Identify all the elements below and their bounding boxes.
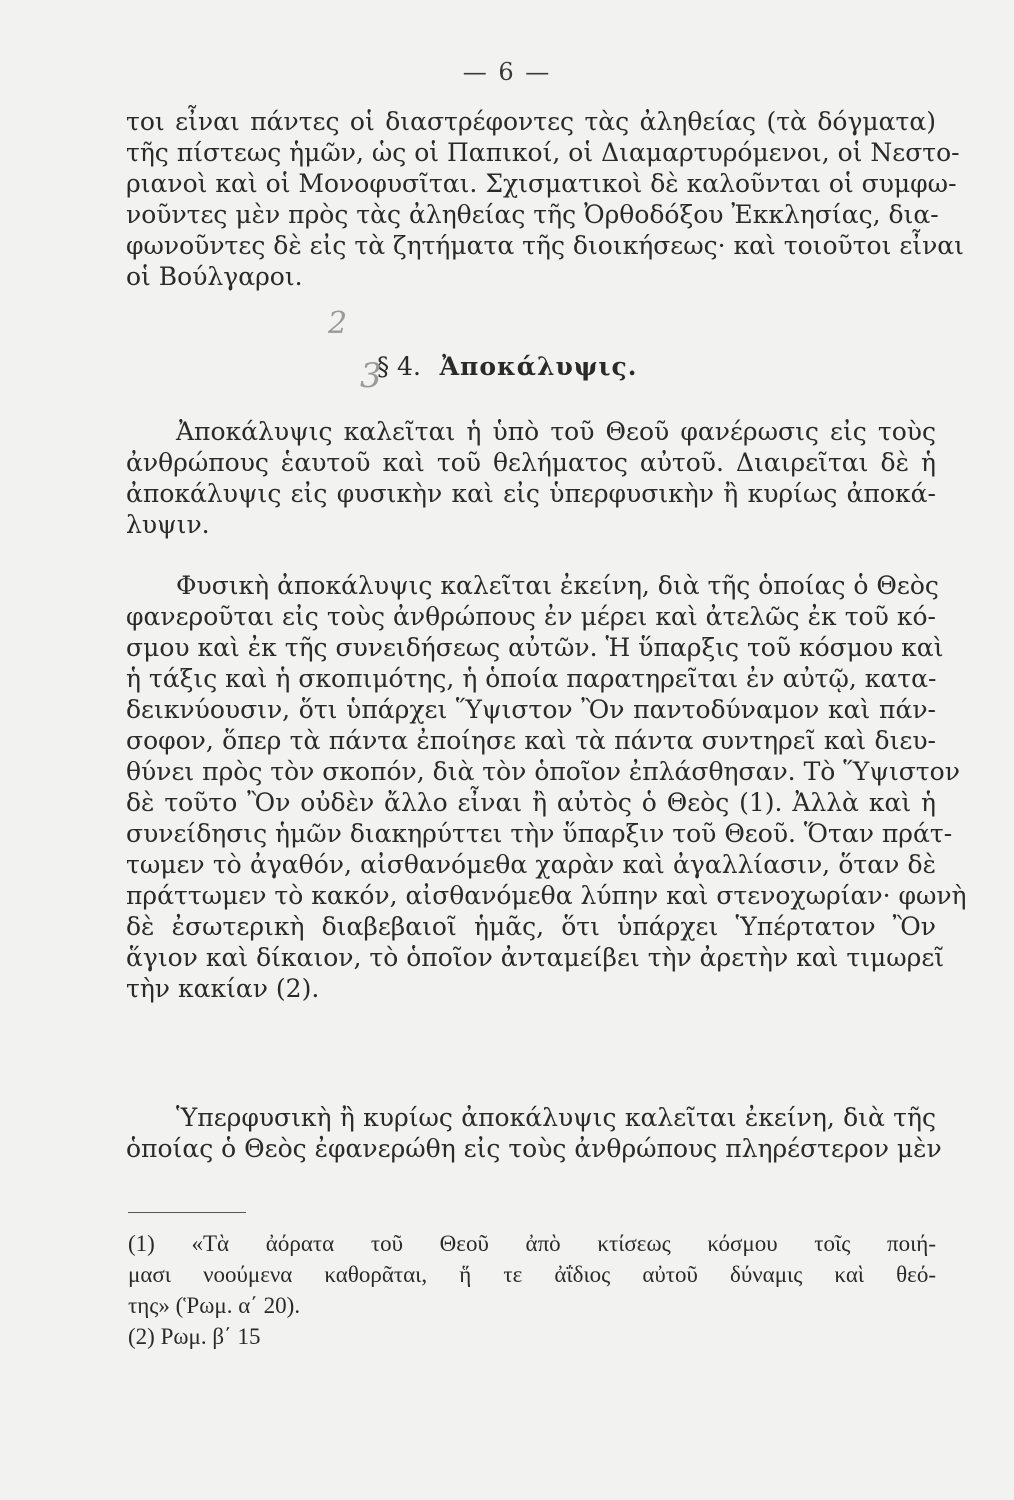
text-line: Φυσικὴ ἀποκάλυψις καλεῖται ἐκείνη, διὰ τῆς ὁποίας ὁ Θεὸς [176, 571, 939, 600]
text-line: λυψιν. [126, 510, 210, 539]
text-line: οἱ Βούλγαροι. [126, 262, 303, 291]
text-line: φανεροῦται εἰς τοὺς ἀνθρώπους ἐν μέρει καὶ ἀτελῶς ἐκ τοῦ κό- [126, 602, 936, 631]
text-line: φωνοῦντες δὲ εἰς τὰ ζητήματα τῆς διοικήσεως· καὶ τοιοῦτοι εἶναι [126, 231, 964, 260]
paragraph-natural [126, 570, 967, 1004]
text-line: τωμεν τὸ ἀγαθόν, αἰσθανόμεθα χαρὰν καὶ ἀγαλλίασιν, ὅταν δὲ [126, 850, 936, 879]
text-line: θύνει πρὸς τὸν σκοπόν, διὰ τὸν ὁποῖον ἐπλάσθησαν. Τὸ Ὕψιστον [126, 757, 960, 786]
text-line: τῆς πίστεως ἡμῶν, ὡς οἱ Παπικοί, οἱ Διαμαρτυρόμενοι, οἱ Νεστο- [126, 138, 960, 167]
paragraph-definition [126, 416, 936, 540]
text-line: ἅγιον καὶ δίκαιον, τὸ ὁποῖον ἀνταμείβει τὴν ἀρετὴν καὶ τιμωρεῖ [126, 943, 945, 972]
footnote-line: μασι νοούμενα καθορᾶται, ἥ τε ἀΐδιος αὐτοῦ δύναμις καὶ θεό- [128, 1262, 936, 1287]
text-line: νοῦντες μὲν πρὸς τὰς ἀληθείας τῆς Ὀρθοδόξου Ἐκκλησίας, δια- [126, 200, 939, 229]
text-line: ριανοὶ καὶ οἱ Μονοφυσῖται. Σχισματικοὶ δὲ καλοῦνται οἱ συμφω- [126, 169, 957, 198]
text-line: δεικνύουσιν, ὅτι ὑπάρχει Ὕψιστον Ὂν παντοδύναμον καὶ πάν- [126, 695, 936, 724]
footnote-line: της» (Ῥωμ. α΄ 20). [128, 1293, 301, 1318]
text-line: τοι εἶναι πάντες οἱ διαστρέφοντες τὰς ἀληθείας (τὰ δόγματα) [126, 107, 936, 136]
section-heading [0, 352, 1014, 381]
footnote-line: (2) Ρωμ. β΄ 15 [128, 1324, 261, 1349]
footnotes [128, 1228, 936, 1352]
text-line: Ἀποκάλυψις καλεῖται ἡ ὑπὸ τοῦ Θεοῦ φανέρωσις εἰς τοὺς [176, 417, 936, 446]
text-line: δὲ τοῦτο Ὂν οὐδὲν ἄλλο εἶναι ἢ αὐτὸς ὁ Θεὸς (1). Ἀλλὰ καὶ ἡ [126, 788, 936, 817]
text-line: ἀποκάλυψις εἰς φυσικὴν καὶ εἰς ὑπερφυσικὴν ἢ κυρίως ἀποκά- [126, 479, 936, 508]
text-line: πράττωμεν τὸ κακόν, αἰσθανόμεθα λύπην καὶ στενοχωρίαν· φωνὴ [126, 881, 967, 910]
text-line: δὲ ἐσωτερικὴ διαβεβαιοῖ ἡμᾶς, ὅτι ὑπάρχει Ὑπέρτατον Ὂν [126, 912, 936, 941]
footnote-line: (1) «Τὰ ἀόρατα τοῦ Θεοῦ ἀπὸ κτίσεως κόσμου τοῖς ποιή- [128, 1231, 936, 1256]
page-number: — 6 — [462, 58, 552, 86]
text-line: σμου καὶ ἐκ τῆς συνειδήσεως αὐτῶν. Ἡ ὕπαρξις τοῦ κόσμου καὶ [126, 633, 944, 662]
text-line: ὁποίας ὁ Θεὸς ἐφανερώθη εἰς τοὺς ἀνθρώπους πληρέστερον μὲν [126, 1134, 942, 1163]
footnote-divider [128, 1212, 246, 1213]
text-line: συνείδησις ἡμῶν διακηρύττει τὴν ὕπαρξιν τοῦ Θεοῦ. Ὅταν πράτ- [126, 819, 953, 848]
section-title: Ἀποκάλυψις. [439, 352, 638, 381]
paragraph-intro [126, 106, 964, 292]
text-line: Ὑπερφυσικὴ ἢ κυρίως ἀποκάλυψις καλεῖται ἐκείνη, διὰ τῆς [176, 1103, 936, 1132]
text-line: ἡ τάξις καὶ ἡ σκοπιμότης, ἡ ὁποία παρατηρεῖται ἐν αὐτῷ, κατα- [126, 664, 937, 693]
handwritten-mark: 2 [328, 306, 348, 341]
text-line: σοφον, ὅπερ τὰ πάντα ἐποίησε καὶ τὰ πάντα συντηρεῖ καὶ διευ- [126, 726, 936, 755]
section-sign: § 4. [376, 352, 421, 381]
paragraph-supernatural [126, 1102, 942, 1164]
handwritten-mark: 3 [360, 356, 382, 396]
text-line: τὴν κακίαν (2). [126, 974, 320, 1003]
text-line: ἀνθρώπους ἑαυτοῦ καὶ τοῦ θελήματος αὐτοῦ. Διαιρεῖται δὲ ἡ [126, 448, 936, 477]
